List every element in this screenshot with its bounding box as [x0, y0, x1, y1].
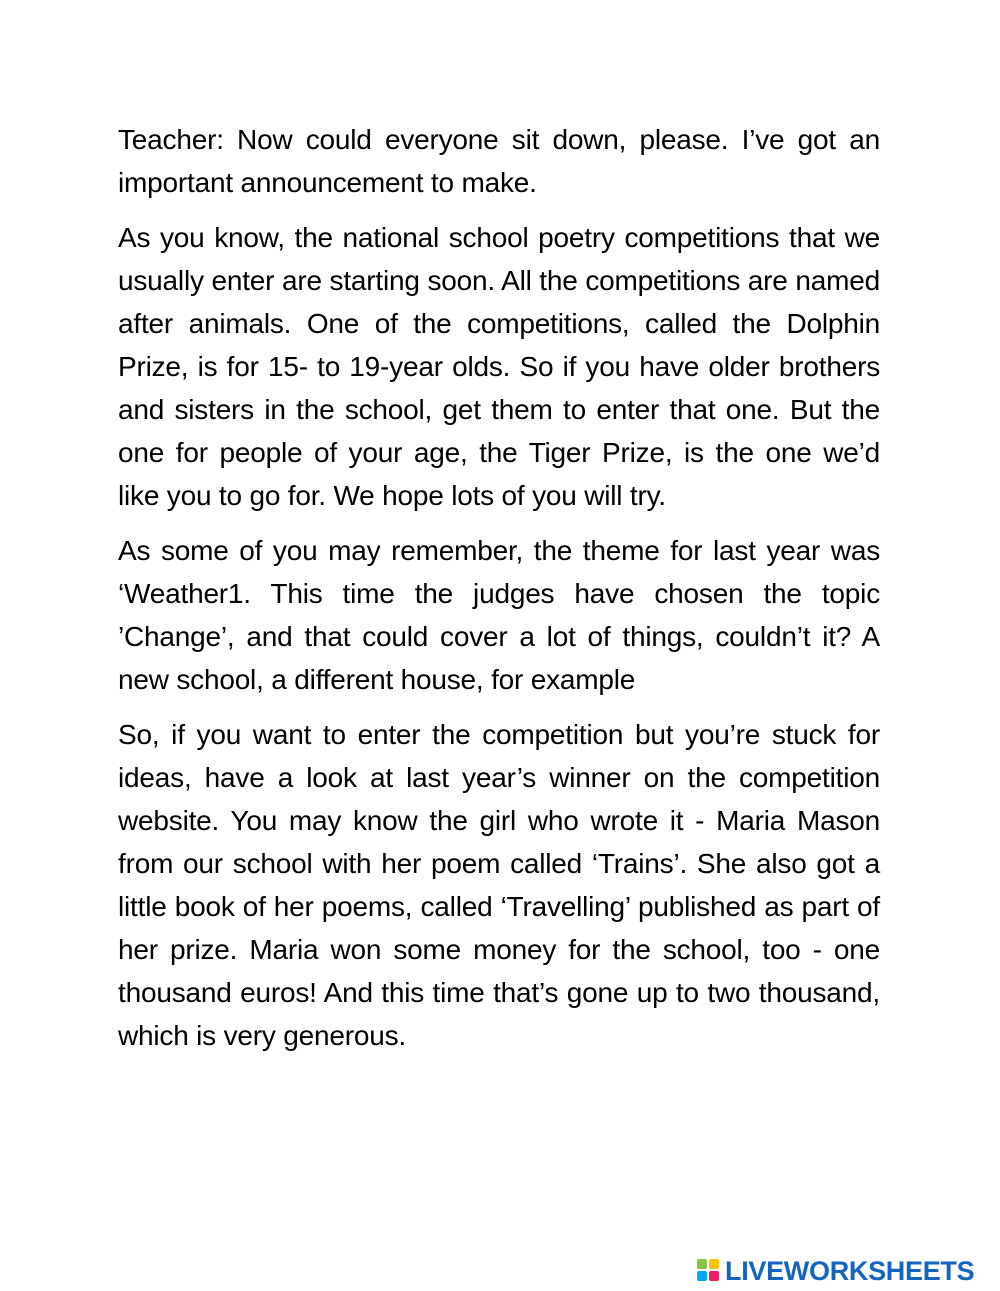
- liveworksheets-logo-icon: [697, 1259, 721, 1283]
- logo-square-3: [697, 1271, 707, 1281]
- paragraph-teacher-intro: Teacher: Now could everyone sit down, please. I’ve got an important announcement to make.: [118, 124, 880, 198]
- logo-square-4: [709, 1271, 719, 1281]
- logo-text: LIVEWORKSHEETS: [725, 1256, 975, 1286]
- paragraph-last-winner: So, if you want to enter the competition but you’re stuck for ideas, have a look at last year’s winner on the competition website. You may know the girl who wrote it - Maria Mason from our school with her poem called ‘Trains’. She also got a little book of her poems, called ‘Travelling’ published as part of her prize. Maria won some money for the school, too - one thousand euros! And this time that’s gone up to two thousand, which is very generous.: [118, 719, 880, 1051]
- logo-square-2: [709, 1259, 719, 1269]
- document-body: [118, 118, 880, 1069]
- paragraph-competitions: As you know, the national school poetry competitions that we usually enter are starting soon. All the competitions are named after animals. One of the competitions, called the Dolphin Prize, is for 15- to 19-year olds. So if you have older brothers and sisters in the school, get them to enter that one. But the one for people of your age, the Tiger Prize, is the one we’d like you to go for. We hope lots of you will try.: [118, 222, 880, 511]
- logo-square-1: [697, 1259, 707, 1269]
- liveworksheets-logo: [697, 1256, 974, 1286]
- paragraph-theme: As some of you may remember, the theme for last year was ‘Weather1. This time the judges have chosen the topic ’Change’, and that could cover a lot of things, couldn’t it? A new school, a different house, for example: [118, 535, 880, 695]
